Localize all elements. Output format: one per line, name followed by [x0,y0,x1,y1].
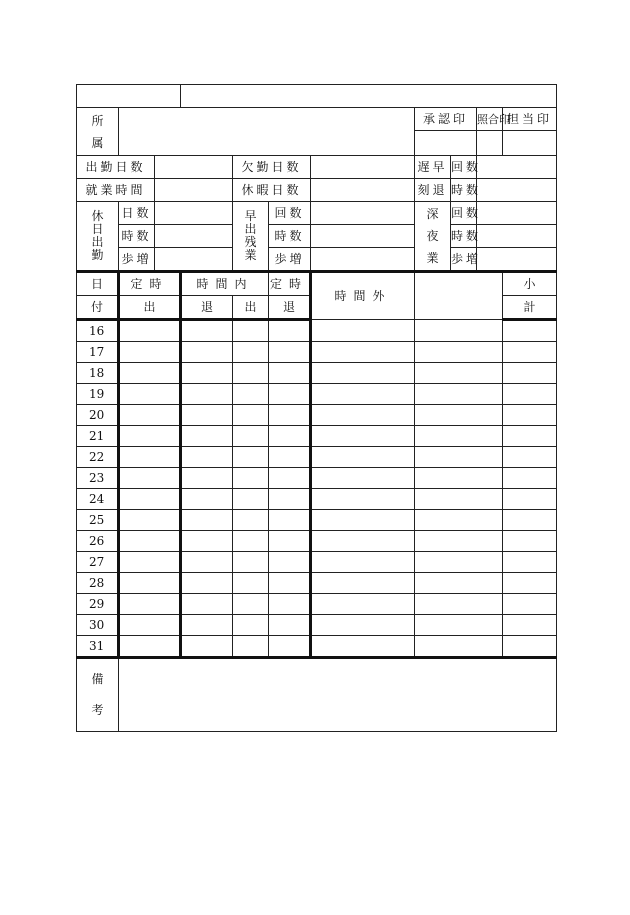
overtime-field[interactable] [311,531,415,552]
subtotal-field[interactable] [503,384,557,405]
working-hours-field[interactable] [155,179,233,202]
table-row [77,510,557,531]
subtotal-field[interactable] [503,320,557,342]
regular-out-field[interactable] [269,510,311,531]
regular-in-field[interactable] [119,363,181,384]
leave-days-field[interactable] [311,179,415,202]
day-number: 30 [77,615,119,636]
subtotal-field[interactable] [503,447,557,468]
regular-out-field[interactable] [269,405,311,426]
table-row [77,489,557,510]
late-hours-field[interactable] [477,179,557,202]
regular-in-field[interactable] [119,384,181,405]
overtime-header: 時間外 [311,272,415,320]
extra-field[interactable] [415,615,503,636]
overtime-field[interactable] [311,426,415,447]
check-stamp-label: 照合印 [477,108,503,131]
timesheet-table [76,84,557,732]
extra-field[interactable] [415,510,503,531]
extra-field[interactable] [415,552,503,573]
late-count-field[interactable] [477,156,557,179]
subtotal-field[interactable] [503,510,557,531]
regular-in-field[interactable] [119,573,181,594]
extra-field[interactable] [415,320,503,342]
regular-in-field[interactable] [119,342,181,363]
attendance-days-field[interactable] [155,156,233,179]
table-row [77,552,557,573]
regular-out-field[interactable] [269,320,311,342]
absence-days-label: 欠勤日数 [233,156,311,179]
table-row [77,426,557,447]
affiliation-label: 所属 [77,108,119,156]
date-header-top: 日 [77,272,119,296]
night-count-field[interactable] [477,202,557,225]
overtime-field[interactable] [311,447,415,468]
extra-field[interactable] [415,342,503,363]
extra-field[interactable] [415,489,503,510]
subtotal-field[interactable] [503,531,557,552]
holiday-days-label: 日数 [119,202,155,225]
regular-out-field[interactable] [269,489,311,510]
extra-field[interactable] [415,531,503,552]
overtime-field[interactable] [311,342,415,363]
subtotal-field[interactable] [503,342,557,363]
holiday-hours-field[interactable] [155,225,233,248]
leave-days-label: 休暇日数 [233,179,311,202]
night-hours-label: 時数 [451,225,477,248]
person-stamp-box[interactable] [503,131,557,156]
day-number: 22 [77,447,119,468]
check-stamp-box[interactable] [477,131,503,156]
night-bonus-field[interactable] [477,248,557,272]
within-in-field[interactable] [233,405,269,426]
within-out-field[interactable] [181,384,233,405]
overtime-field[interactable] [311,594,415,615]
attendance-days-label: 出勤日数 [77,156,155,179]
regular-in-field[interactable] [119,320,181,342]
day-number: 20 [77,405,119,426]
within-out-field[interactable] [181,573,233,594]
table-row [77,363,557,384]
early-count-label: 回数 [269,202,311,225]
overtime-field[interactable] [311,468,415,489]
within-out-field[interactable] [181,363,233,384]
within-header-bottom-2: 出 [233,296,269,320]
day-number: 25 [77,510,119,531]
regular-in-field[interactable] [119,531,181,552]
within-out-field[interactable] [181,615,233,636]
regular-in-field[interactable] [119,552,181,573]
remarks-field[interactable] [119,658,557,732]
within-in-field[interactable] [233,636,269,658]
late-count-label: 回数 [451,156,477,179]
regular-out-field[interactable] [269,384,311,405]
subtotal-field[interactable] [503,552,557,573]
table-row [77,615,557,636]
regular-in-field[interactable] [119,447,181,468]
regular-out-field[interactable] [269,342,311,363]
within-header-top: 時間内 [181,272,269,296]
regular-header-bottom: 出 [119,296,181,320]
within-out-field[interactable] [181,636,233,658]
late-night-label: 深夜業 [415,202,451,272]
overtime-field[interactable] [311,384,415,405]
within-out-field[interactable] [181,552,233,573]
subtotal-field[interactable] [503,615,557,636]
affiliation-field[interactable] [119,108,415,156]
late-early-label: 遅早 [415,156,451,179]
blank-header [415,272,503,320]
timesheet [76,84,556,732]
table-row [77,531,557,552]
table-row [77,447,557,468]
early-overtime-label: 早出残業 [233,202,269,272]
night-hours-field[interactable] [477,225,557,248]
within-in-field[interactable] [233,594,269,615]
table-row [77,468,557,489]
holiday-hours-label: 時数 [119,225,155,248]
day-number: 29 [77,594,119,615]
within-in-field[interactable] [233,468,269,489]
day-number: 24 [77,489,119,510]
subtotal-field[interactable] [503,636,557,658]
within-out-field[interactable] [181,468,233,489]
person-stamp-label: 担当印 [503,108,557,131]
subtotal-field[interactable] [503,363,557,384]
regular-in-field[interactable] [119,615,181,636]
within-out-field[interactable] [181,510,233,531]
holiday-bonus-label: 歩増 [119,248,155,272]
holiday-days-field[interactable] [155,202,233,225]
overtime-field[interactable] [311,552,415,573]
overtime-field[interactable] [311,363,415,384]
regular-out-field[interactable] [269,573,311,594]
day-number: 28 [77,573,119,594]
regular-out-field[interactable] [269,468,311,489]
approval-stamp-box[interactable] [415,131,477,156]
within-in-field[interactable] [233,615,269,636]
day-number: 26 [77,531,119,552]
table-row [77,594,557,615]
holiday-bonus-field[interactable] [155,248,233,272]
extra-field[interactable] [415,426,503,447]
working-hours-label: 就業時間 [77,179,155,202]
day-number: 21 [77,426,119,447]
subtotal-field[interactable] [503,594,557,615]
day-number: 18 [77,363,119,384]
table-row [77,320,557,342]
within-in-field[interactable] [233,342,269,363]
regular-out-field[interactable] [269,636,311,658]
within-in-field[interactable] [233,447,269,468]
overtime-field[interactable] [311,320,415,342]
extra-field[interactable] [415,594,503,615]
overtime-field[interactable] [311,615,415,636]
regular-header-top: 定時 [119,272,181,296]
overtime-field[interactable] [311,510,415,531]
within-out-field[interactable] [181,531,233,552]
within-header-bottom-1: 退 [181,296,233,320]
within-in-field[interactable] [233,510,269,531]
late-early-label-2: 刻退 [415,179,451,202]
table-row [77,573,557,594]
table-row [77,405,557,426]
overtime-field[interactable] [311,489,415,510]
within-out-field[interactable] [181,447,233,468]
night-bonus-label: 歩増 [451,248,477,272]
regular-in-field[interactable] [119,489,181,510]
overtime-field[interactable] [311,573,415,594]
subtotal-field[interactable] [503,573,557,594]
overtime-field[interactable] [311,636,415,658]
subtotal-header-bottom: 計 [503,296,557,320]
subtotal-field[interactable] [503,489,557,510]
within-in-field[interactable] [233,363,269,384]
extra-field[interactable] [415,636,503,658]
subtotal-header-top: 小 [503,272,557,296]
table-row [77,636,557,658]
within-in-field[interactable] [233,531,269,552]
within-in-field[interactable] [233,489,269,510]
regular-in-field[interactable] [119,510,181,531]
within-out-field[interactable] [181,405,233,426]
date-header-bottom: 付 [77,296,119,320]
regular-out-field[interactable] [269,615,311,636]
regular-out-field[interactable] [269,363,311,384]
extra-field[interactable] [415,468,503,489]
blank-cell[interactable] [77,85,181,108]
approval-stamp-label: 承認印 [415,108,477,131]
regular-in-field[interactable] [119,594,181,615]
blank-cell[interactable] [181,85,557,108]
regular-in-field[interactable] [119,426,181,447]
within-out-field[interactable] [181,320,233,342]
overtime-field[interactable] [311,405,415,426]
early-hours-label: 時数 [269,225,311,248]
regular2-header-bottom: 退 [269,296,311,320]
table-row [77,342,557,363]
within-out-field[interactable] [181,342,233,363]
within-in-field[interactable] [233,320,269,342]
early-count-field[interactable] [311,202,415,225]
extra-field[interactable] [415,573,503,594]
regular-out-field[interactable] [269,447,311,468]
absence-days-field[interactable] [311,156,415,179]
day-number: 27 [77,552,119,573]
day-number: 19 [77,384,119,405]
within-in-field[interactable] [233,384,269,405]
within-in-field[interactable] [233,573,269,594]
within-in-field[interactable] [233,426,269,447]
table-row [77,384,557,405]
within-in-field[interactable] [233,552,269,573]
day-number: 23 [77,468,119,489]
regular-in-field[interactable] [119,468,181,489]
extra-field[interactable] [415,363,503,384]
night-count-label: 回数 [451,202,477,225]
day-number: 17 [77,342,119,363]
extra-field[interactable] [415,405,503,426]
regular2-header-top: 定時 [269,272,311,296]
within-out-field[interactable] [181,594,233,615]
extra-field[interactable] [415,384,503,405]
within-out-field[interactable] [181,489,233,510]
early-hours-field[interactable] [311,225,415,248]
subtotal-field[interactable] [503,468,557,489]
regular-out-field[interactable] [269,594,311,615]
early-bonus-field[interactable] [311,248,415,272]
regular-out-field[interactable] [269,531,311,552]
regular-out-field[interactable] [269,552,311,573]
early-bonus-label: 歩増 [269,248,311,272]
regular-out-field[interactable] [269,426,311,447]
holiday-work-label: 休日出勤 [77,202,119,272]
day-number: 16 [77,320,119,342]
subtotal-field[interactable] [503,426,557,447]
remarks-label: 備 考 [77,658,119,732]
subtotal-field[interactable] [503,405,557,426]
late-hours-label: 時数 [451,179,477,202]
day-rows [77,320,557,658]
regular-in-field[interactable] [119,405,181,426]
within-out-field[interactable] [181,426,233,447]
extra-field[interactable] [415,447,503,468]
day-number: 31 [77,636,119,658]
regular-in-field[interactable] [119,636,181,658]
